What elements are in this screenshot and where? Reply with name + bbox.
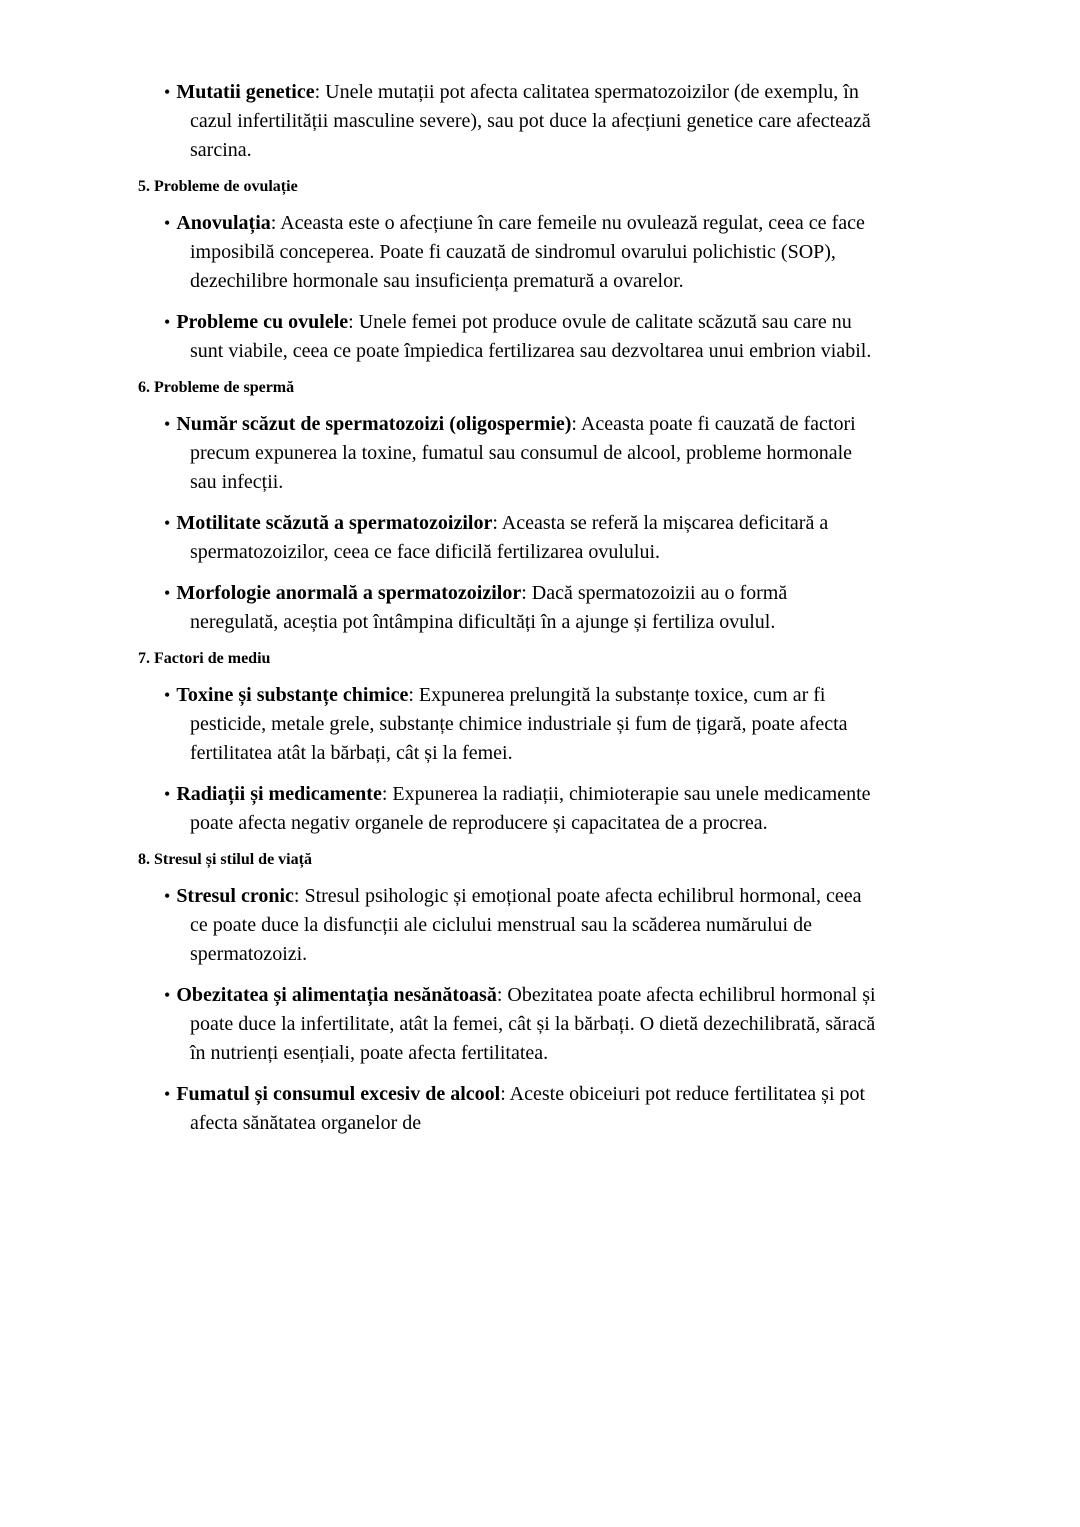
item-desc: : Aceste obiceiuri pot reduce fertilitatea și pot afecta sănătatea organelor de (190, 1083, 866, 1134)
bullet-icon: • (164, 1084, 171, 1104)
list-item (164, 78, 880, 165)
bullet-icon: • (164, 685, 171, 705)
section-genetic (138, 78, 880, 165)
section-stres (138, 850, 880, 1138)
list-item (164, 882, 880, 969)
item-term: Mutatii genetice (176, 81, 315, 103)
section-heading: 5. Probleme de ovulație (138, 178, 298, 195)
list-item (164, 981, 880, 1068)
item-term: Anovulația (176, 212, 271, 234)
list-item (164, 509, 880, 567)
bullet-icon: • (164, 213, 171, 233)
bullet-icon: • (164, 985, 171, 1005)
section-heading: 6. Probleme de spermă (138, 379, 295, 396)
bullet-icon: • (164, 886, 171, 906)
bullet-icon: • (164, 784, 171, 804)
bullet-icon: • (164, 82, 171, 102)
list-item (164, 1080, 880, 1138)
section-heading: 7. Factori de mediu (138, 650, 271, 667)
item-term: Toxine și substanțe chimice (176, 684, 409, 706)
section-sperma (138, 378, 880, 637)
list-item (164, 681, 880, 768)
item-desc: : Expunerea la radiații, chimioterapie sau unele medicamente poate afecta negativ organele de reproducere și capacitatea de a procrea. (190, 783, 871, 834)
list-item (164, 579, 880, 637)
item-desc: : Aceasta poate fi cauzată de factori precum expunerea la toxine, fumatul sau consumul de alcool, probleme hormonale sau infecții. (190, 413, 856, 493)
bullet-icon: • (164, 414, 171, 434)
item-term: Morfologie anormală a spermatozoizilor (176, 582, 522, 604)
item-term: Stresul cronic (176, 885, 294, 907)
item-term: Fumatul și consumul excesiv de alcool (176, 1083, 501, 1105)
item-desc: : Obezitatea poate afecta echilibrul hormonal și poate duce la infertilitate, atât la femei, cât și la bărbați. O dietă dezechilibrată, săracă în nutrienți esențiali, poate afecta fertilitatea. (190, 984, 876, 1064)
item-desc: : Aceasta se referă la mișcarea deficitară a spermatozoizilor, ceea ce face dificilă fertilizarea ovulului. (190, 512, 829, 563)
section-ovulatie (138, 177, 880, 366)
item-term: Radiații și medicamente (176, 783, 382, 805)
item-desc: : Dacă spermatozoizii au o formă neregulată, aceștia pot întâmpina dificultăți în a ajunge și fertiliza ovulul. (190, 582, 788, 633)
section-mediu (138, 649, 880, 838)
item-term: Motilitate scăzută a spermatozoizilor (176, 512, 493, 534)
item-desc: : Unele femei pot produce ovule de calitate scăzută sau care nu sunt viabile, ceea ce poate împiedica fertilizarea sau dezvoltarea unui embrion viabil. (190, 311, 872, 362)
item-term: Obezitatea și alimentația nesănătoasă (176, 984, 497, 1006)
list-item (164, 410, 880, 497)
item-desc: : Stresul psihologic și emoțional poate afecta echilibrul hormonal, ceea ce poate duce la disfuncții ale ciclului menstrual sau la scăderea numărului de spermatozoizi. (190, 885, 862, 965)
list-item (164, 308, 880, 366)
item-term: Număr scăzut de spermatozoizi (oligospermie) (176, 413, 572, 435)
item-desc: : Unele mutații pot afecta calitatea spermatozoizilor (de exemplu, în cazul infertilității masculine severe), sau pot duce la afecțiuni genetice care afectează sarcina. (190, 81, 871, 161)
bullet-icon: • (164, 312, 171, 332)
list-item (164, 780, 880, 838)
item-term: Probleme cu ovulele (176, 311, 349, 333)
item-desc: : Aceasta este o afecțiune în care femeile nu ovulează regulat, ceea ce face imposibilă conceperea. Poate fi cauzată de sindromul ovarului polichistic (SOP), dezechilibre hormonale sau insuficiența prematură a ovarelor. (190, 212, 865, 292)
list-item (164, 209, 880, 296)
section-heading: 8. Stresul și stilul de viață (138, 851, 312, 868)
bullet-icon: • (164, 513, 171, 533)
item-desc: : Expunerea prelungită la substanțe toxice, cum ar fi pesticide, metale grele, substanțe chimice industriale și fum de țigară, poate afecta fertilitatea atât la bărbați, cât și la femei. (190, 684, 848, 764)
bullet-icon: • (164, 583, 171, 603)
